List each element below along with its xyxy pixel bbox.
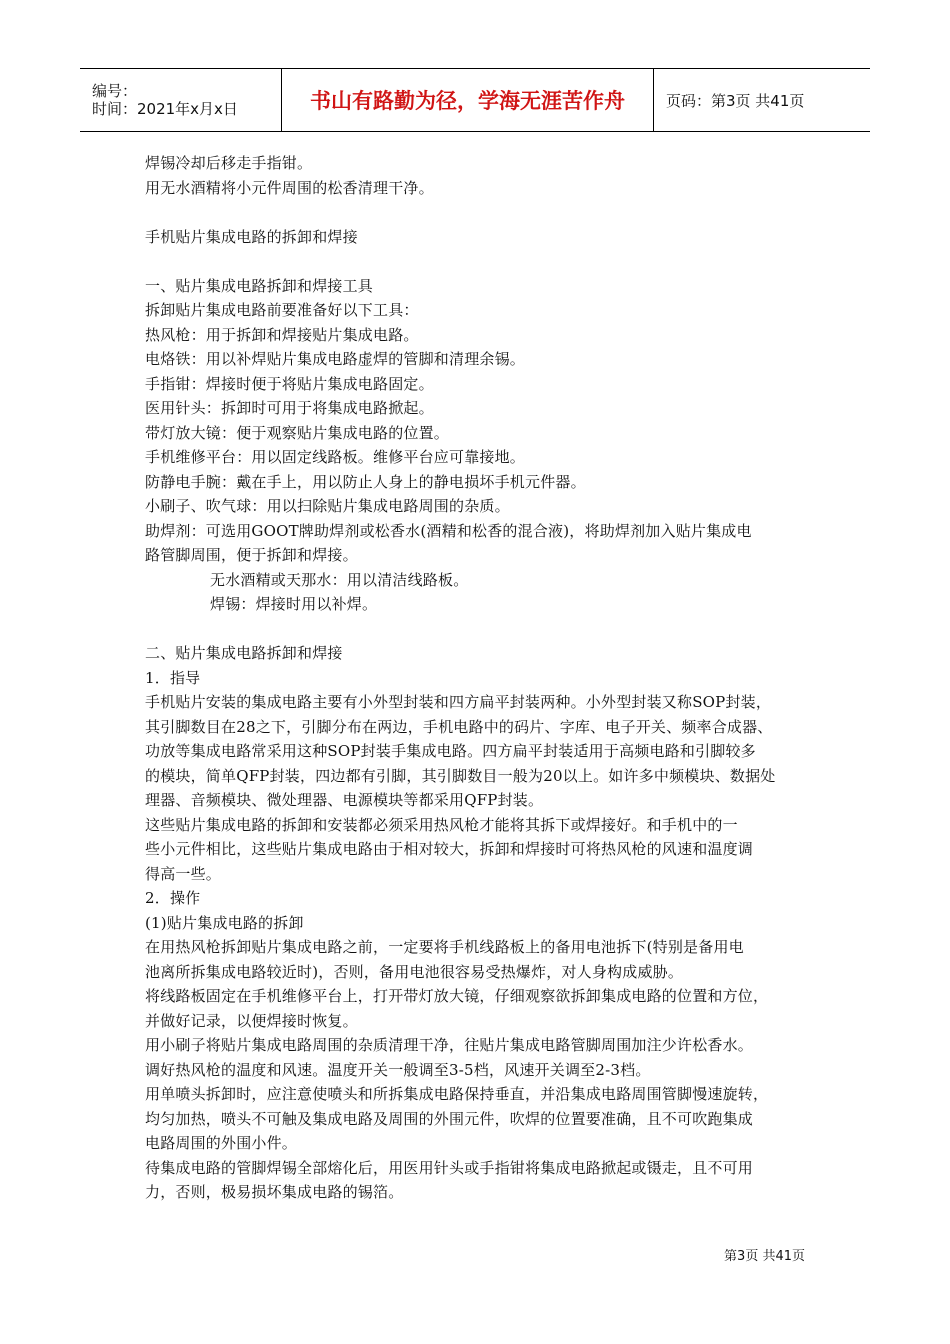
text-line: 些小元件相比，这些贴片集成电路由于相对较大，拆卸和焊接时可将热风枪的风速和温度调	[145, 840, 754, 858]
text-line: 拆卸贴片集成电路前要准备好以下工具：	[145, 301, 419, 319]
header-meta	[80, 69, 282, 131]
text-line: 焊锡：焊接时用以补焊。	[210, 595, 378, 613]
text-line: 用无水酒精将小元件周围的松香清理干净。	[145, 178, 434, 197]
text-line: 池离所拆集成电路较近时)，否则，备用电池很容易受热爆炸，对人身构成威胁。	[145, 962, 684, 981]
blank-line	[145, 249, 817, 274]
document-body	[145, 151, 817, 1205]
text-line: 的模块，简单QFP封装，四边都有引脚，其引脚数目一般为20以上。如许多中频模块、数据处	[145, 766, 776, 785]
text-line: 调好热风枪的温度和风速。温度开关一般调至3-5档，风速开关调至2-3档。	[145, 1060, 651, 1079]
text-line: 医用针头：拆卸时可用于将集成电路掀起。	[145, 399, 434, 417]
text-line: 得高一些。	[145, 864, 222, 883]
text-line: 手指钳：焊接时便于将贴片集成电路固定。	[145, 374, 434, 393]
text-line: 其引脚数目在28之下，引脚分布在两边，手机电路中的码片、字库、电子开关、频率合成器、	[145, 717, 773, 736]
text-line: 无水酒精或天那水：用以清洁线路板。	[210, 570, 469, 589]
text-line: 均匀加热，喷头不可触及集成电路及周围的外围元件，吹焊的位置要准确，且不可吹跑集成	[145, 1109, 754, 1128]
text-line: 小刷子、吹气球：用以扫除贴片集成电路周围的杂质。	[145, 497, 510, 515]
heading-tools: 一、贴片集成电路拆卸和焊接工具	[145, 276, 374, 295]
text-line: 理器、音频模块、微处理器、电源模块等都采用QFP封装。	[145, 791, 544, 809]
text-line: 用小刷子将贴片集成电路周围的杂质清理干净，往贴片集成电路管脚周围加注少许松香水。	[145, 1036, 754, 1054]
text-line: 将线路板固定在手机维修平台上，打开带灯放大镜，仔细观察欲拆卸集成电路的位置和方位，	[145, 987, 769, 1005]
text-line: 助焊剂：可选用GOOT牌助焊剂或松香水(酒精和松香的混合液)，将助焊剂加入贴片集成电	[145, 521, 752, 540]
serial-label: 编号：	[92, 82, 138, 100]
page-footer: 第3页 共41页	[724, 1249, 805, 1264]
text-line: 用单喷头拆卸时，应注意使喷头和所拆集成电路保持垂直，并沿集成电路周围管脚慢速旋转，	[145, 1085, 769, 1103]
blank-line	[145, 617, 817, 642]
text-line: 电烙铁：用以补焊贴片集成电路虚焊的管脚和清理余锡。	[145, 350, 526, 368]
text-line: (1)贴片集成电路的拆卸	[145, 913, 304, 932]
blank-line	[145, 200, 817, 225]
text-line: 带灯放大镜：便于观察贴片集成电路的位置。	[145, 423, 450, 442]
text-line: 路管脚周围，便于拆卸和焊接。	[145, 546, 358, 564]
text-line: 在用热风枪拆卸贴片集成电路之前，一定要将手机线路板上的备用电池拆下(特别是备用电	[145, 938, 744, 956]
section-title: 手机贴片集成电路的拆卸和焊接	[145, 227, 358, 246]
text-line: 待集成电路的管脚焊锡全部熔化后，用医用针头或手指钳将集成电路掀起或镊走，且不可用	[145, 1158, 754, 1177]
text-line: 这些贴片集成电路的拆卸和安装都必须采用热风枪才能将其拆下或焊接好。和手机中的一	[145, 815, 738, 834]
text-line: 手机贴片安装的集成电路主要有小外型封装和四方扁平封装两种。小外型封装又称SOP封装，	[145, 693, 772, 711]
header-motto: 书山有路勤为径，学海无涯苦作舟	[282, 69, 654, 131]
text-line: 手机维修平台：用以固定线路板。维修平台应可靠接地。	[145, 448, 526, 466]
text-line: 电路周围的外围小件。	[145, 1134, 298, 1152]
header-page-number: 页码：第3页 共41页	[666, 91, 805, 110]
text-line: 功放等集成电路常采用这种SOP封装手集成电路。四方扁平封装适用于高频电路和引脚较多	[145, 742, 756, 760]
page-header	[80, 68, 870, 132]
date-label: 时间：2021年x月x日	[92, 100, 238, 118]
text-line: 防静电手腕：戴在手上，用以防止人身上的静电损坏手机元件器。	[145, 472, 586, 491]
text-line: 1．指导	[145, 668, 201, 687]
text-line: 并做好记录，以便焊接时恢复。	[145, 1011, 358, 1030]
text-line: 2．操作	[145, 889, 201, 907]
heading-operation: 二、贴片集成电路拆卸和焊接	[145, 644, 343, 662]
text-line: 力，否则，极易损坏集成电路的锡箔。	[145, 1183, 404, 1201]
text-line: 焊锡冷却后移走手指钳。	[145, 154, 313, 172]
text-line: 热风枪：用于拆卸和焊接贴片集成电路。	[145, 325, 419, 344]
